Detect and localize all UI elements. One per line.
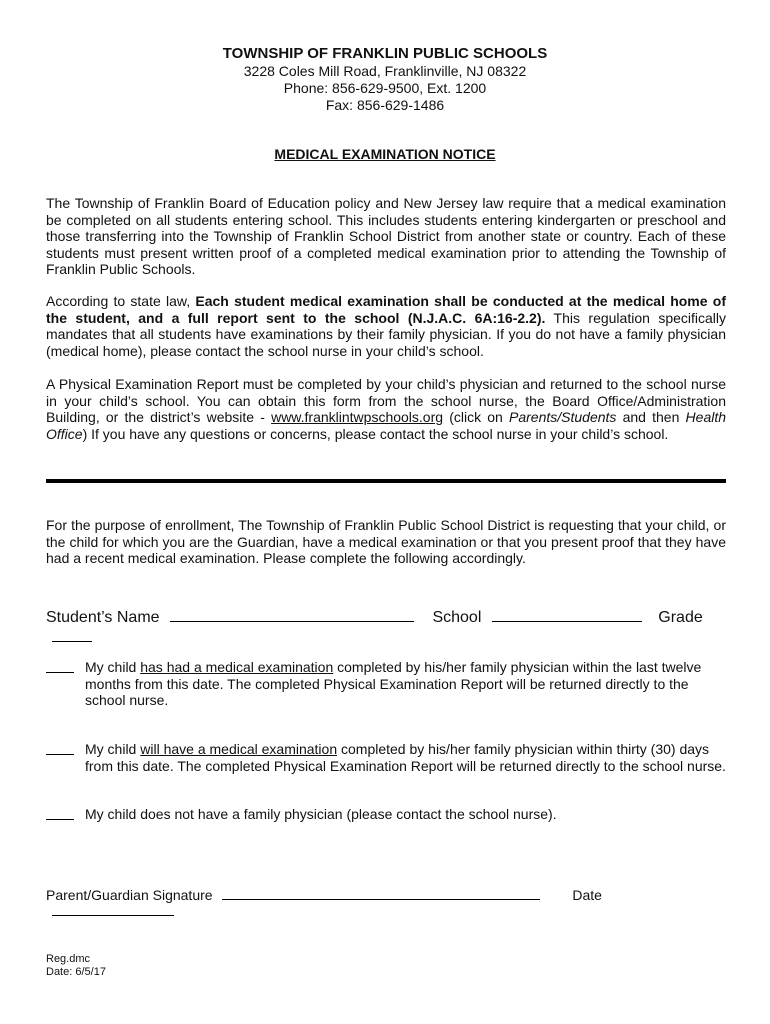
letterhead [0, 44, 770, 114]
option-no-physician-text: My child does not have a family physician (please contact the school nurse). [85, 806, 557, 822]
grade-label: Grade [658, 609, 703, 626]
school-field[interactable] [492, 607, 642, 622]
report-text-2: (click on [443, 409, 510, 425]
health-office-ref: Health Office [46, 409, 727, 442]
parent-signature-label: Parent/Guardian Signature [46, 887, 213, 903]
date-field[interactable] [52, 903, 174, 916]
option-will-have-exam [46, 741, 726, 774]
footer [46, 953, 106, 979]
state-law-bold: Each student medical examination shall be conducted at the medical home of the student, and a full report sent to the school (N.J.A.C. 6A:16-2.2). [46, 293, 726, 326]
student-info-row [46, 607, 726, 647]
o1-pre: My child [85, 659, 141, 675]
school-label: School [432, 609, 482, 626]
o1-underlined: has had a medical examination [140, 659, 334, 675]
paragraph-state-law [46, 293, 726, 359]
o2-post: completed by his/her family physician within thirty (30) days from this date. The completed Physical Examination Report will be returned directly to the school nurse. [85, 741, 726, 774]
district-address: 3228 Coles Mill Road, Franklinville, NJ 08322 [243, 63, 527, 79]
signature-row [46, 887, 726, 919]
grade-field[interactable] [52, 627, 92, 642]
footer-date: Date: 6/5/17 [46, 966, 106, 978]
report-text-4: ) If you have any questions or concerns, please contact the school nurse in your child’s school. [82, 425, 669, 442]
report-text-3: and then [616, 409, 686, 425]
student-name-label: Student’s Name [46, 609, 160, 626]
notice-title: MEDICAL EXAMINATION NOTICE [274, 146, 496, 162]
o2-underlined: will have a medical examination [140, 741, 338, 757]
district-title: TOWNSHIP OF FRANKLIN PUBLIC SCHOOLS [222, 45, 548, 62]
option-had-exam-checkline[interactable] [46, 659, 74, 673]
student-name-field[interactable] [170, 607, 414, 622]
option-had-exam-text [85, 659, 726, 709]
option-had-exam [46, 659, 726, 708]
paragraph-enrollment: For the purpose of enrollment, The Township of Franklin Public School District is requesting that your child, or the child for which you are the Guardian, have a medical examination or that you present proof that they have had a recent medical examination. Please complete the following accordingly. [46, 517, 726, 566]
option-no-physician [46, 806, 726, 824]
paragraph-report [46, 376, 726, 442]
option-will-have-exam-text [85, 741, 726, 774]
o2-pre: My child [85, 741, 141, 757]
section-divider [46, 479, 726, 483]
paragraph-policy: The Township of Franklin Board of Education policy and New Jersey law require that a medical examination be completed on all students entering school. This includes students entering kindergarten or preschool and those transferring into the Township of Franklin School District from another state or country. Each of these students must present written proof of a completed medical examination prior to attending the Township of Franklin Public Schools. [46, 195, 726, 277]
option-will-have-exam-checkline[interactable] [46, 741, 74, 755]
date-label: Date [572, 887, 602, 903]
footer-reg: Reg.dmc [46, 953, 91, 965]
option-no-physician-checkline[interactable] [46, 806, 74, 820]
parents-students-ref: Parents/Students [509, 409, 617, 425]
report-text-1: A Physical Examination Report must be completed by your child’s physician and returned to the school nurse in your child’s school. You can obtain this form from the school nurse, the Board Office/Administration Building, or the district’s website - [46, 376, 726, 425]
parent-signature-field[interactable] [222, 887, 540, 900]
district-phone: Phone: 856-629-9500, Ext. 1200 [283, 80, 487, 96]
district-fax: Fax: 856-629-1486 [325, 97, 445, 113]
state-law-intro: According to state law, [46, 293, 196, 309]
state-law-rest: This regulation specifically mandates that all students have examinations by their family physician. If you do not have a family physician (medical home), please contact the school nurse in your child’s school. [46, 309, 727, 359]
o1-post: completed by his/her family physician within the last twelve months from this date. The completed Physical Examination Report will be returned directly to the school nurse. [85, 659, 702, 708]
website-link[interactable]: www.franklintwpschools.org [271, 409, 444, 425]
